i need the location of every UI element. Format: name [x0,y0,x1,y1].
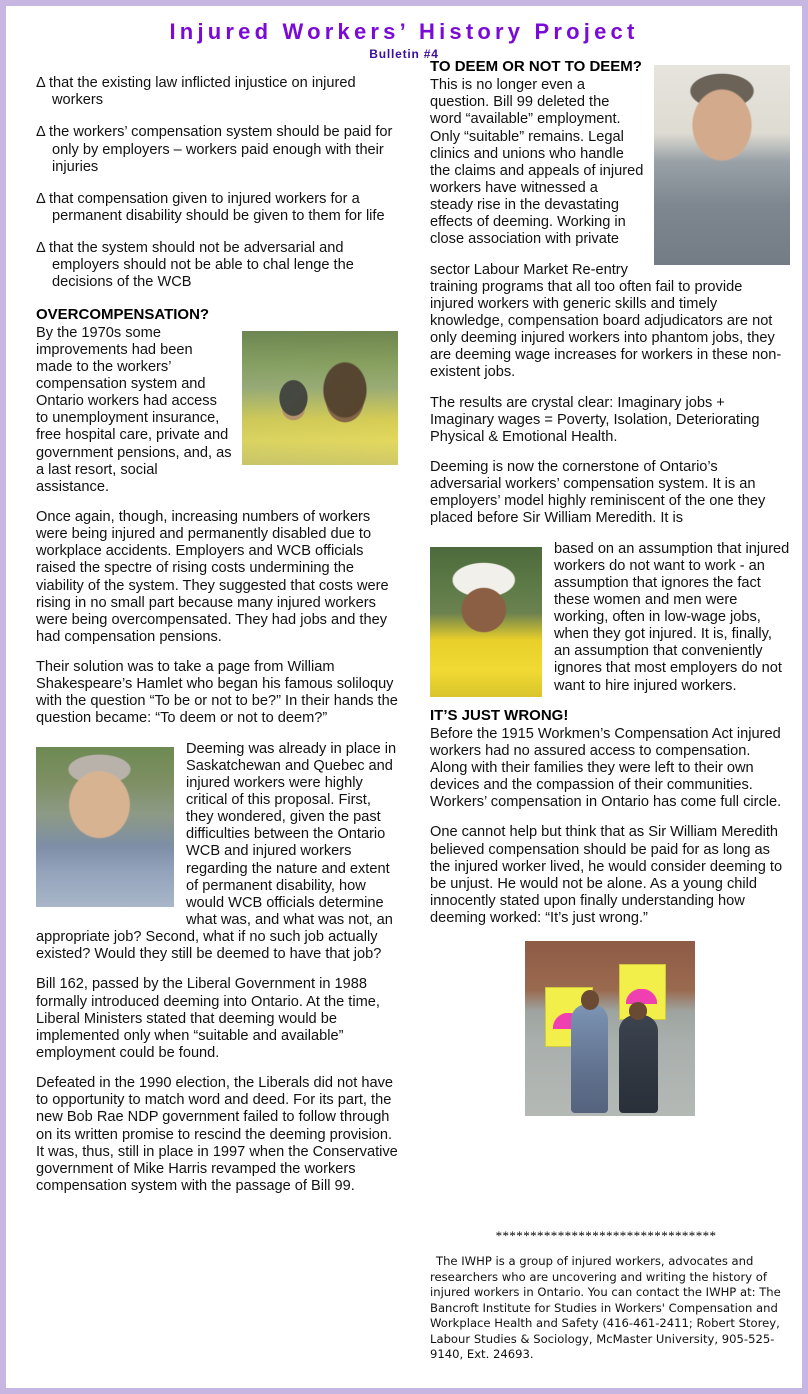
section-heading-overcompensation: OVERCOMPENSATION? [36,305,210,323]
paragraph: Before the 1915 Workmen’s Compensation Act injured workers had no assured access to compensation. Along with their families they were left to their own devices and the compassion of their communities. Workers’ compensation in Ontario has come full circle. [430,725,782,811]
page-title: Injured Workers’ History Project [169,19,639,44]
paragraph: Once again, though, increasing numbers of workers were being injured and permanently disabled due to workplace accidents. Employers and WCB officials raised the spectre of rising costs undermining the viability of the system. They suggested that costs were rising in no small part because many injured workers were being overcompensated. They had jobs and they had compensation pensions. [36,508,389,645]
paragraph: Defeated in the 1990 election, the Liberals did not have to opportunity to match word and deed. For its part, the new Bob Rae NDP government failed to follow through on its written promise to rescind the deeming provision. It was, thus, still in place in 1997 when the Conservative government of Mike Harris revamped the workers compensation system with the passage of Bill 99. [36,1075,398,1194]
paragraph: Their solution was to take a page from William Shakespeare’s Hamlet who began his famous soliloquy with the question “To be or not to be?” In their hands the question became: “To deem or not to deem?” [36,659,398,727]
paragraph: Deeming is now the cornerstone of Ontario’s adversarial workers’ compensation system. It is an employers’ model highly reminiscent of the one they placed before Sir William Meredith. It is [430,458,766,527]
photo-two-women-rally [242,331,398,465]
paragraph: based on an assumption that injured workers do not want to work - an assumption that ignores the fact these women and men were working, often in low-wage jobs, when they got injured. It is, finally, an assumption that conveniently ignores that most employers do not want to hire injured workers. [554,540,790,694]
paragraph: The results are crystal clear: Imaginary jobs + Imaginary wages = Poverty, Isolation, Deteriorating Physical & Emotional Health. [430,394,760,445]
left-column [36,75,398,1208]
list-item: Δ the workers’ compensation system should be paid for only by employers – workers paid enough with their injuries [36,124,393,175]
bulletin-number: Bulletin #4 [369,47,439,62]
paragraph: By the 1970s some improvements had been made to the workers’ compensation system and Ontario workers had access to unemployment insurance, free hospital care, private and government pensions, and, as a last resort, social assistance. [36,324,232,495]
photo-elderly-man-plaid-shirt [36,747,174,907]
section-heading-to-deem: TO DEEM OR NOT TO DEEM? [430,58,642,76]
bulletin-header [6,6,802,61]
section-heading-its-just-wrong: IT’S JUST WRONG! [430,706,569,724]
list-item: Δ that compensation given to injured workers for a permanent disability should be given to them for life [36,190,385,225]
paragraph: Bill 162, passed by the Liberal Government in 1988 formally introduced deeming into Ontario. At the time, Liberal Ministers stated that deeming would be implemented only when “suitable and available” employment could be found. [36,976,380,1062]
list-item: Δ that the existing law inflicted injustice on injured workers [36,75,356,109]
footer-contact-text: The IWHP is a group of injured workers, advocates and researchers who are uncovering and writing the history of injured workers in Ontario. You can contact the IWHP at: The Bancroft Institute for Studies in Workers' Compensation and Workplace Health and Safety (416-461-2411; Robert Storey, Labour Studies & Sociology, McMaster University, 905-525-9140, Ext. 24693. [430,1254,781,1362]
asterisk-divider: ******************************** [495,1228,717,1243]
paragraph: sector Labour Market Re-entry training programs that all too often fail to provide injured workers with generic skills and timely knowledge, compensation board adjudicators are not only deeming injured workers into phantom jobs, they are deeming wage increases for workers in these non-existent jobs. [430,261,782,381]
right-column [430,59,790,1122]
photo-man-grey-jacket [654,65,790,265]
paragraph: This is no longer even a question. Bill 99 deleted the word “available” employment. Only “suitable” remains. Legal clinics and unions who handle the claims and appeals of injured workers have witnessed a steady rise in the devastating effects of deeming. Working in close association with private [430,77,644,248]
paragraph: One cannot help but think that as Sir William Meredith believed compensation should be paid for as long as the injured worker lived, he would consider deeming to be unjust. He would not be alone. As a young child innocently stated upon finally understanding how deeming worked: “It’s just wrong.” [430,824,783,927]
paragraph: Deeming was already in place in Saskatchewan and Quebec and injured workers were highly critical of this proposal. First, they wondered, given the past difficulties between the Ontario WCB and injured workers regarding the nature and extent of permanent disability, how would WCB officials determine what was, and what was not, an appropriate job? Second, what if no such job actually existed? Would they still be deemed to have that job? [36,740,397,963]
photo-children-protest-signs [524,940,696,1117]
photo-woman-white-hat [430,547,542,697]
list-item: Δ that the system should not be adversarial and employers should not be able to chal lenge the decisions of the WCB [36,240,354,291]
principles-list [36,75,398,291]
footer-block [430,1228,782,1363]
